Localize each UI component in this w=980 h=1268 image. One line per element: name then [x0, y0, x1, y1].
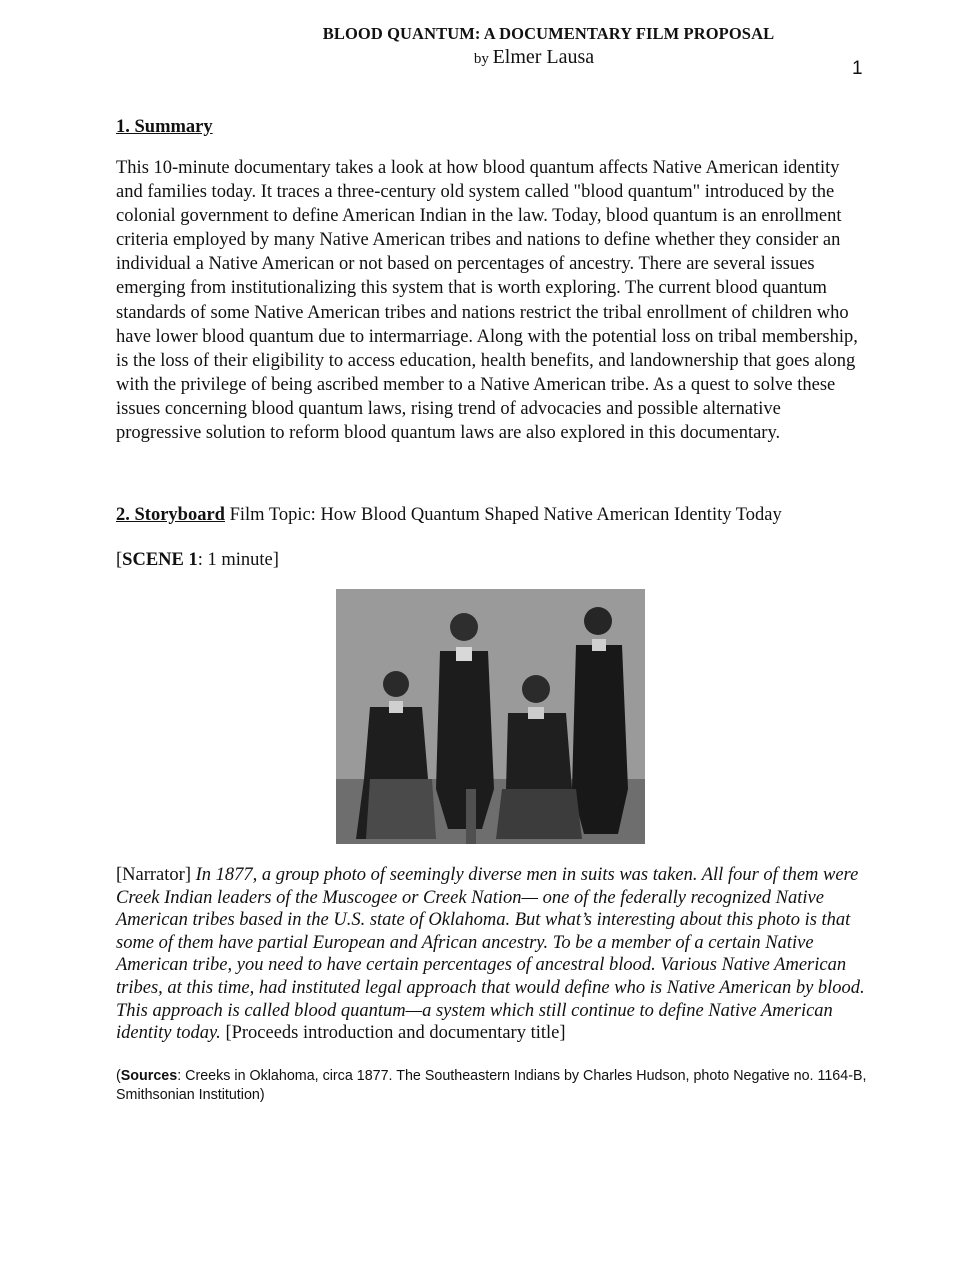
- storyboard-heading: 2. Storyboard: [116, 505, 225, 525]
- document-title: BLOOD QUANTUM: A DOCUMENTARY FILM PROPOSAL: [322, 24, 775, 43]
- narration-paragraph: [116, 864, 872, 1045]
- scene-open-bracket: [: [116, 550, 123, 570]
- author-name: Elmer Lausa: [492, 46, 595, 68]
- narration-text: In 1877, a group photo of seemingly diverse men in suits was taken. All four of them were Creek Indian leaders of the Muscogee or Creek Nation— one of the federally recognized Native American tribes based in the U.S. state of Oklahoma. But what’s interesting about this photo is that some of them have partial European and African ancestry. To be a member of a certain Native American tribe, you need to have certain percentages of ancestral blood. Various Native American tribes, at this time, had instituted legal approach that would define who is Native American by blood. This approach is called blood quantum—a system which still continue to define Native American identity today.: [116, 865, 865, 1044]
- scene-duration: : 1 minute]: [197, 550, 279, 570]
- film-topic: Film Topic: How Blood Quantum Shaped Native American Identity Today: [229, 505, 782, 525]
- sources-label: Sources: [120, 1068, 178, 1084]
- summary-paragraph: This 10-minute documentary takes a look at how blood quantum affects Native American identity and families today. It traces a three-century old system called "blood quantum" introduced by the colonial government to define American Indian in the law. Today, blood quantum is an enrollment criteria employed by many Native American tribes and nations to define whether they consider an individual a Native American or not based on percentages of ancestry. There are several issues emerging from institutionalizing this system that is worth exploring. The current blood quantum standards of some Native American tribes and nations restrict the tribal enrollment of children who have lower blood quantum due to intermarriage. Along with the potential loss on tribal membership, is the loss of their eligibility to access education, health benefits, and landownership that goes along with the privilege of being ascribed member to a Native American tribe. As a quest to solve these issues concerning blood quantum laws, rising trend of advocacies and possible alternative progressive solution to reform blood quantum laws are also explored in this documentary.: [116, 158, 858, 444]
- narration-suffix: [Proceeds introduction and documentary title]: [225, 1023, 566, 1044]
- scene-label: [116, 550, 279, 571]
- page-number: 1: [852, 58, 863, 79]
- byline-prefix: by: [473, 51, 489, 67]
- historical-group-photo: [336, 589, 645, 844]
- sources-citation: [116, 1067, 868, 1105]
- storyboard-line: [116, 505, 782, 526]
- scene-number: SCENE 1: [122, 550, 198, 570]
- narrator-label: [Narrator]: [116, 865, 191, 885]
- sources-open: (: [116, 1068, 121, 1084]
- summary-heading: 1. Summary: [116, 117, 213, 137]
- byline: [0, 46, 980, 69]
- sources-text: : Creeks in Oklahoma, circa 1877. The Southeastern Indians by Charles Hudson, photo Negative no. 1164-B, Smithsonian Institution): [116, 1068, 867, 1103]
